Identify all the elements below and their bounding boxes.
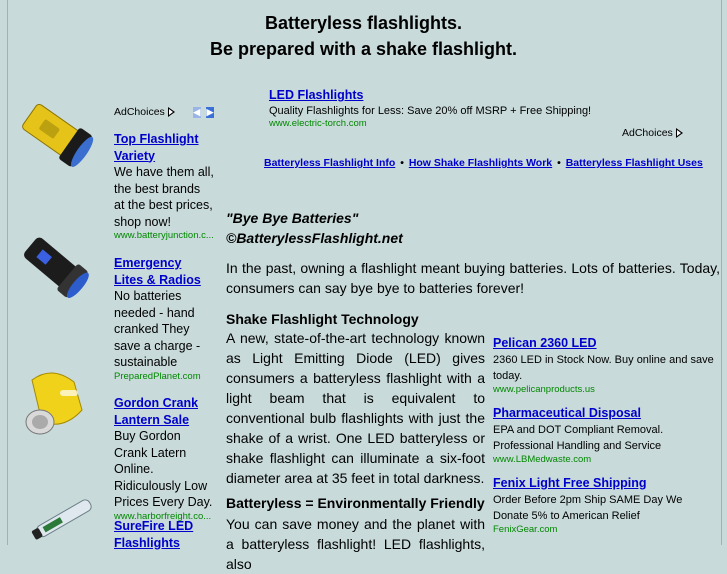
nav-link-info[interactable]: Batteryless Flashlight Info	[264, 157, 396, 169]
ad-title[interactable]: Gordon Crank Lantern Sale	[114, 396, 199, 427]
ad-url[interactable]: www.LBMedwaste.com	[493, 454, 592, 465]
adchoices-icon	[676, 128, 683, 138]
ad-title[interactable]: Fenix Light Free Shipping	[493, 476, 647, 490]
ad-description: EPA and DOT Compliant Removal. Professional Handling and Service	[493, 424, 664, 452]
section-text-technology: A new, state-of-the-art technology known as Light Emitting Diode (LED) gives consumers a batteryless flashlight with a light beam that is equivalent to conventional bulb flashlights with just the shake of a wrist. One LED batteryless or shake flashlight can illuminate a six-foot diameter area at 35 feet in total darkness.	[226, 330, 485, 486]
top-ad[interactable]	[269, 88, 649, 129]
nav-link-uses[interactable]: Batteryless Flashlight Uses	[565, 157, 703, 169]
flashlight-image-clear	[30, 490, 100, 545]
adchoices-label: AdChoices	[622, 127, 673, 139]
prev-arrow-icon[interactable]: ◀	[193, 106, 201, 117]
quote-line-1: "Bye Bye Batteries"	[226, 210, 359, 226]
ad-url[interactable]: FenixGear.com	[493, 524, 558, 535]
ad-title[interactable]: LED Flashlights	[269, 88, 364, 102]
left-ad-column	[114, 104, 214, 121]
adchoices-label: AdChoices	[114, 106, 165, 118]
nav-link-how-it-works[interactable]: How Shake Flashlights Work	[408, 157, 553, 169]
ad-title[interactable]: Pharmaceutical Disposal	[493, 406, 641, 420]
ad-url[interactable]: www.electric-torch.com	[269, 118, 367, 129]
ad-url[interactable]: www.pelicanproducts.us	[493, 384, 595, 395]
left-ad-4[interactable]	[114, 518, 214, 551]
ad-title[interactable]: Pelican 2360 LED	[493, 336, 597, 350]
article-intro: In the past, owning a flashlight meant buying batteries. Lots of batteries. Today, consumers can say bye bye to batteries forever!	[226, 260, 720, 296]
ad-description: We have them all, the best brands at the best prices, shop now!	[114, 165, 214, 229]
flashlight-image-black	[14, 226, 94, 302]
section-heading-environment: Batteryless = Environmentally Friendly	[226, 495, 485, 511]
left-ad-3[interactable]	[114, 395, 214, 523]
section-heading-technology: Shake Flashlight Technology	[226, 311, 419, 327]
right-ad-2[interactable]	[493, 406, 718, 466]
ad-description: Quality Flashlights for Less: Save 20% off MSRP + Free Shipping!	[269, 105, 592, 117]
left-ad-2[interactable]	[114, 255, 214, 383]
top-nav	[264, 157, 703, 169]
ad-description: Buy Gordon Crank Latern Online. Ridiculously Low Prices Every Day.	[114, 429, 213, 509]
header-line-1: Batteryless flashlights.	[264, 13, 463, 33]
section-text-environment: You can save money and the planet with a batteryless flashlight! LED flashlights, also	[226, 516, 485, 572]
nav-separator: •	[557, 157, 561, 169]
ad-title[interactable]: Emergency Lites & Radios	[114, 256, 201, 287]
ad-description: 2360 LED in Stock Now. Buy online and save today.	[493, 354, 714, 382]
quote-line-2: ©BatterylessFlashlight.net	[226, 230, 403, 246]
ad-url[interactable]: www.batteryjunction.c...	[114, 230, 214, 241]
nav-separator: •	[400, 157, 404, 169]
ad-title[interactable]: SureFire LED Flashlights	[114, 519, 194, 550]
flashlight-image-yellow	[14, 92, 94, 170]
right-ad-1[interactable]	[493, 336, 718, 396]
article-quote	[226, 208, 403, 248]
left-ad-1[interactable]	[114, 131, 214, 242]
adchoices-left[interactable]	[114, 104, 214, 121]
ad-url[interactable]: www.harborfreight.co...	[114, 510, 212, 522]
right-ad-3[interactable]	[493, 476, 718, 536]
adchoices-icon	[168, 107, 175, 117]
adchoices-right[interactable]	[622, 127, 683, 139]
ad-description: Order Before 2pm Ship SAME Day We Donate 5% to American Relief	[493, 494, 683, 522]
ad-title[interactable]: Top Flashlight Variety	[114, 132, 199, 163]
page-header	[0, 10, 727, 62]
next-arrow-icon[interactable]: ▶	[206, 106, 214, 117]
ad-url[interactable]: PreparedPlanet.com	[114, 370, 201, 382]
ad-description: No batteries needed - hand cranked They save a charge - sustainable	[114, 289, 201, 369]
header-line-2: Be prepared with a shake flashlight.	[209, 39, 518, 59]
flashlight-image-crank	[12, 360, 102, 444]
